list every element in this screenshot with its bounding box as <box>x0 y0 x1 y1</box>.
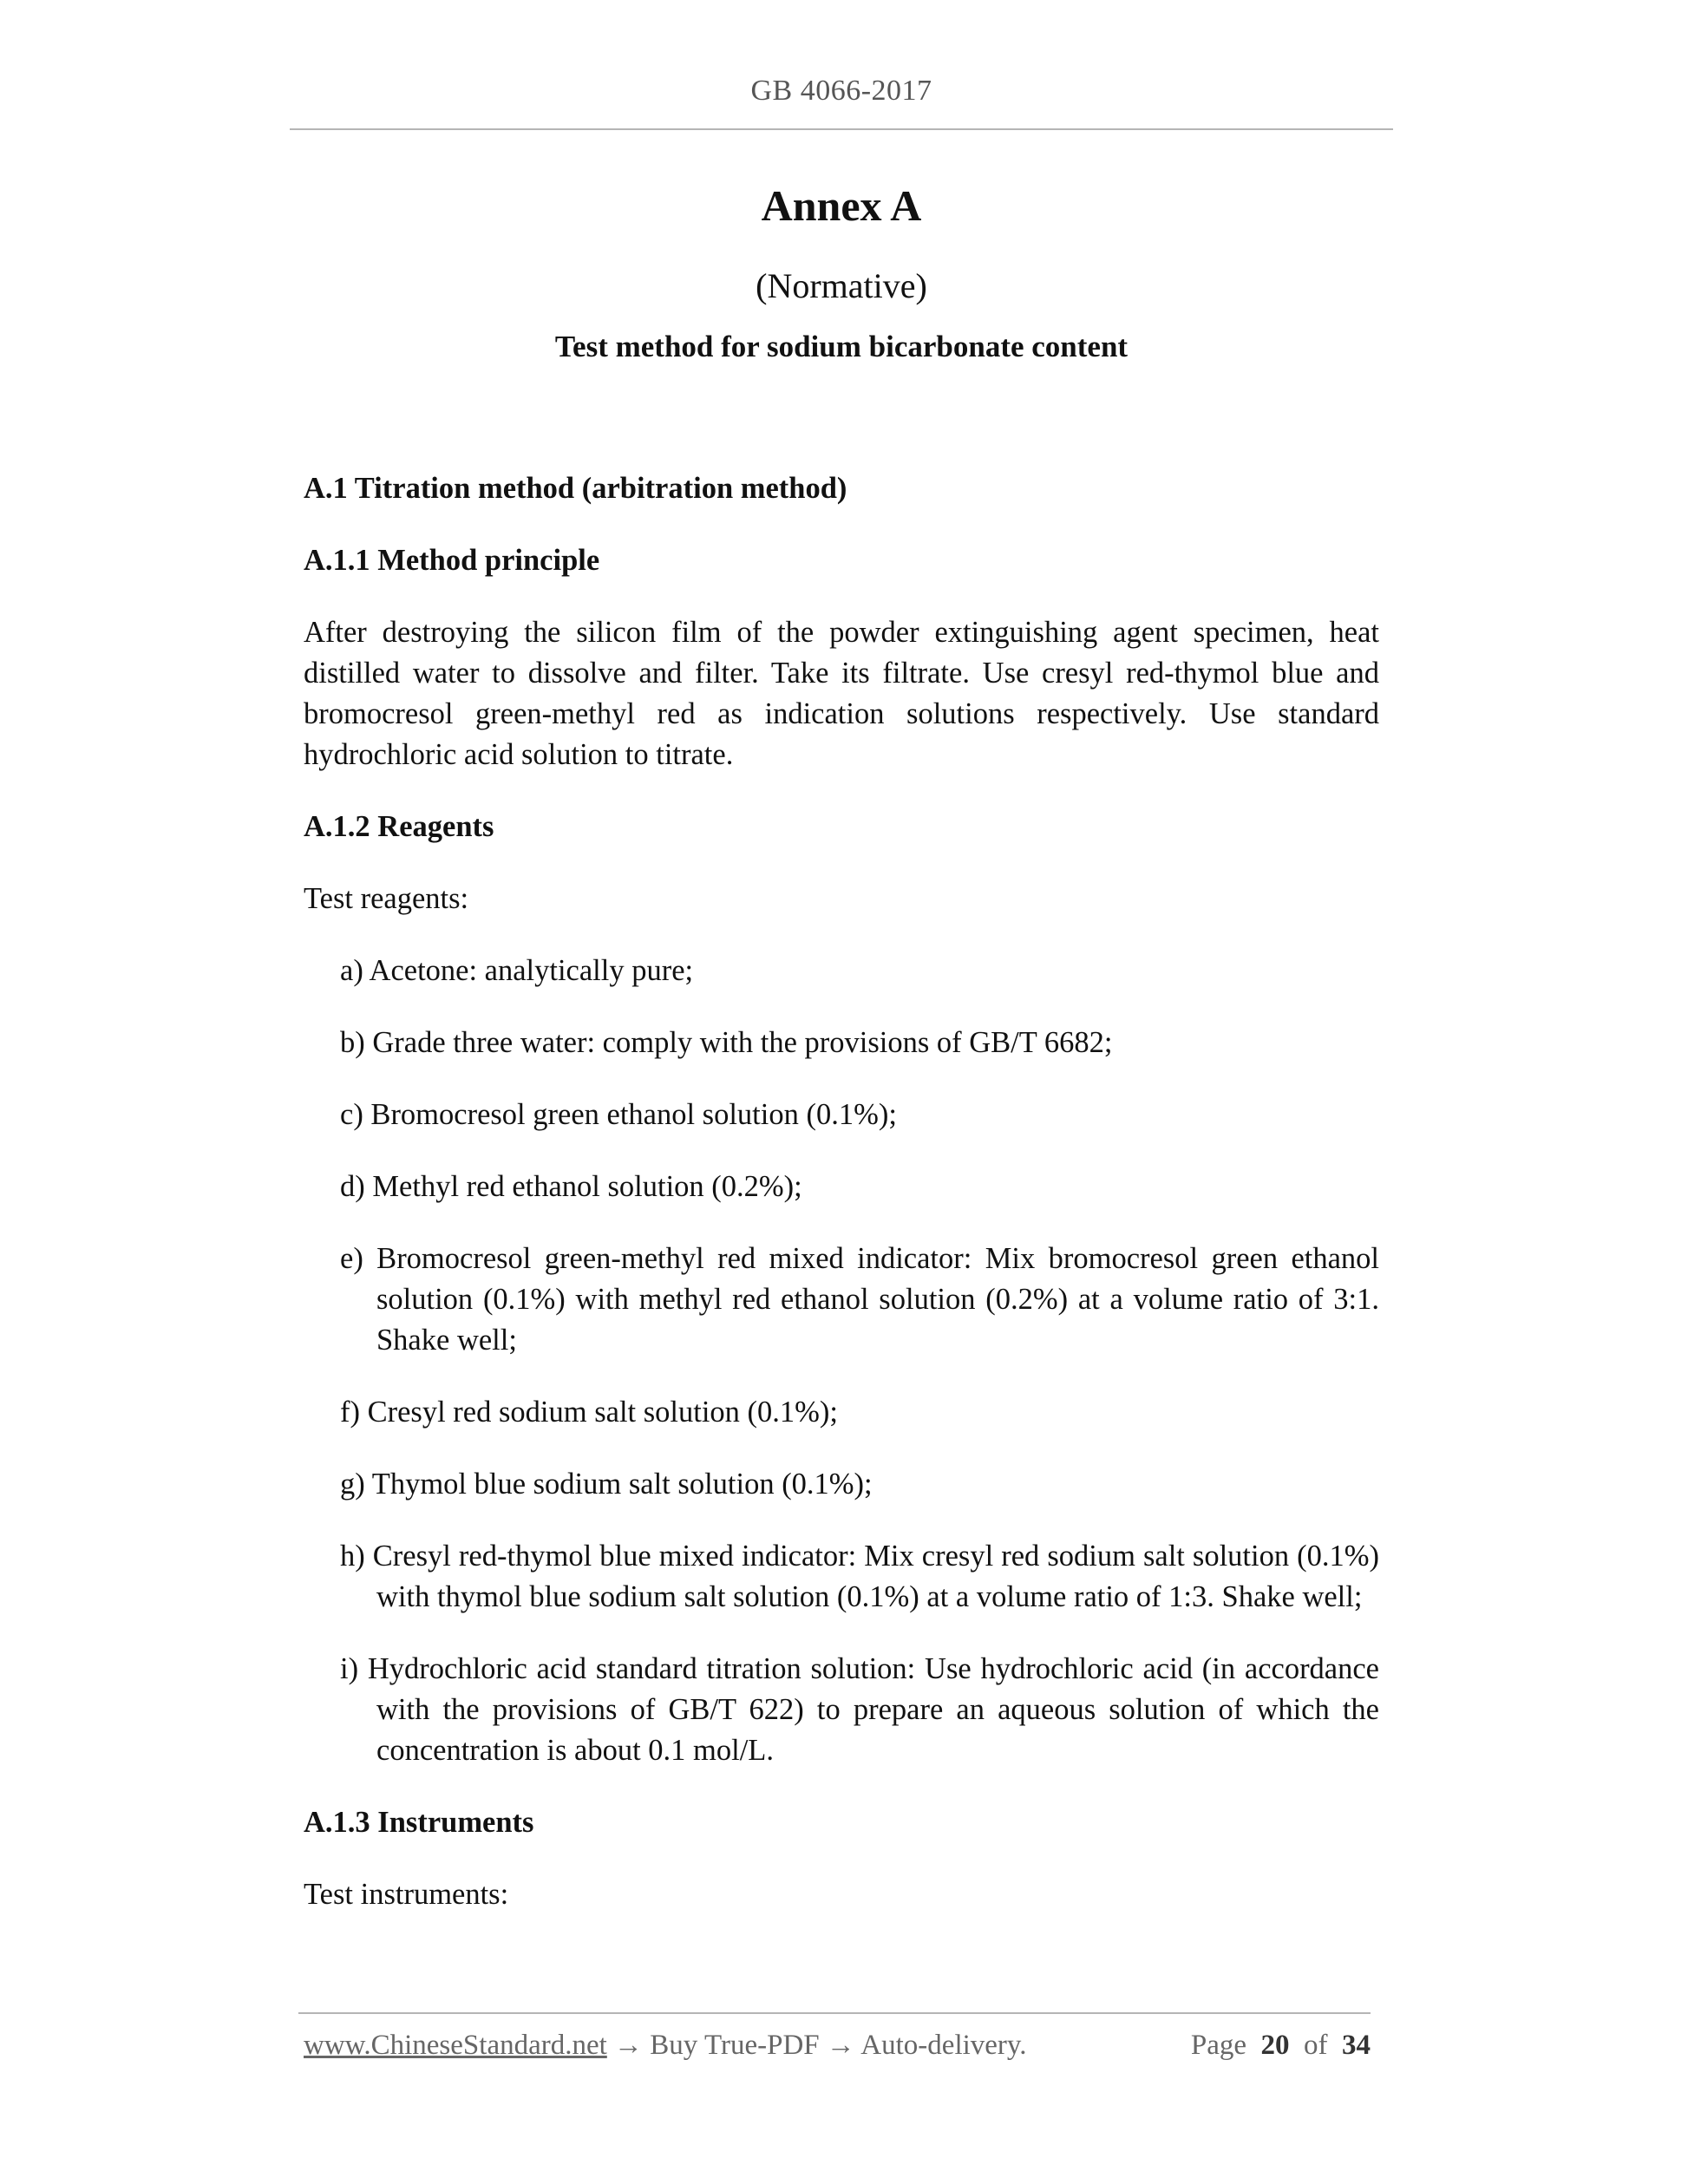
page-label: Page <box>1190 2030 1246 2061</box>
section-a13-title: A.1.3 Instruments <box>304 1806 534 1839</box>
section-a12-title: A.1.2 Reagents <box>304 810 494 843</box>
footer-promo <box>304 2030 1027 2062</box>
header-doc-code: GB 4066-2017 <box>750 75 932 107</box>
reagent-item-c: c) Bromocresol green ethanol solution (0.1%); <box>340 1098 897 1131</box>
document-body <box>304 468 1379 1915</box>
reagent-item-e: e) Bromocresol green-methyl red mixed indicator: Mix bromocresol green ethanol solution (0.1%) with methyl red ethanol solution (0.2%) at a volume ratio of 3:1. Shake well; <box>340 1242 1379 1357</box>
reagent-item-h: h) Cresyl red-thymol blue mixed indicator: Mix cresyl red sodium salt solution (0.1%) with thymol blue sodium salt solution (0.1%) at a volume ratio of 1:3. Shake well; <box>340 1540 1379 1613</box>
reagent-item-g: g) Thymol blue sodium salt solution (0.1%); <box>340 1468 873 1501</box>
page-total: 34 <box>1342 2030 1371 2061</box>
page-current: 20 <box>1260 2030 1290 2061</box>
section-a13-intro: Test instruments: <box>304 1878 509 1911</box>
section-a11-paragraph: After destroying the silicon film of the powder extinguishing agent specimen, heat distilled water to dissolve and filter. Take its filtrate. Use cresyl red-thymol blue and bromocresol green-methyl red as indication solutions respectively. Use standard hydrochloric acid solution to titrate. <box>304 616 1379 771</box>
section-a12-intro: Test reagents: <box>304 882 469 915</box>
footer-website-link[interactable]: www.ChineseStandard.net <box>304 2030 607 2061</box>
reagent-item-f: f) Cresyl red sodium salt solution (0.1%); <box>340 1396 838 1429</box>
section-a11-title: A.1.1 Method principle <box>304 544 600 577</box>
page-number <box>1191 2030 1371 2062</box>
annex-heading: Test method for sodium bicarbonate content <box>554 330 1129 363</box>
annex-type: (Normative) <box>756 266 927 305</box>
reagent-list <box>304 951 1379 1771</box>
footer-promo-text: → Buy True-PDF → Auto-delivery. <box>606 2030 1027 2061</box>
page-of-label: of <box>1304 2030 1328 2061</box>
header-divider <box>290 128 1393 130</box>
reagent-item-a: a) Acetone: analytically pure; <box>340 954 694 987</box>
reagent-item-b: b) Grade three water: comply with the provisions of GB/T 6682; <box>340 1026 1113 1059</box>
page-footer <box>304 2030 1371 2062</box>
section-a1-title: A.1 Titration method (arbitration method) <box>304 472 847 505</box>
reagent-item-d: d) Methyl red ethanol solution (0.2%); <box>340 1170 802 1203</box>
footer-divider <box>298 2012 1371 2014</box>
annex-title: Annex A <box>761 181 922 230</box>
reagent-item-i: i) Hydrochloric acid standard titration solution: Use hydrochloric acid (in accordance with the provisions of GB/T 622) to prepare an aqueous solution of which the concentration is about 0.1 mol/L. <box>340 1652 1379 1767</box>
